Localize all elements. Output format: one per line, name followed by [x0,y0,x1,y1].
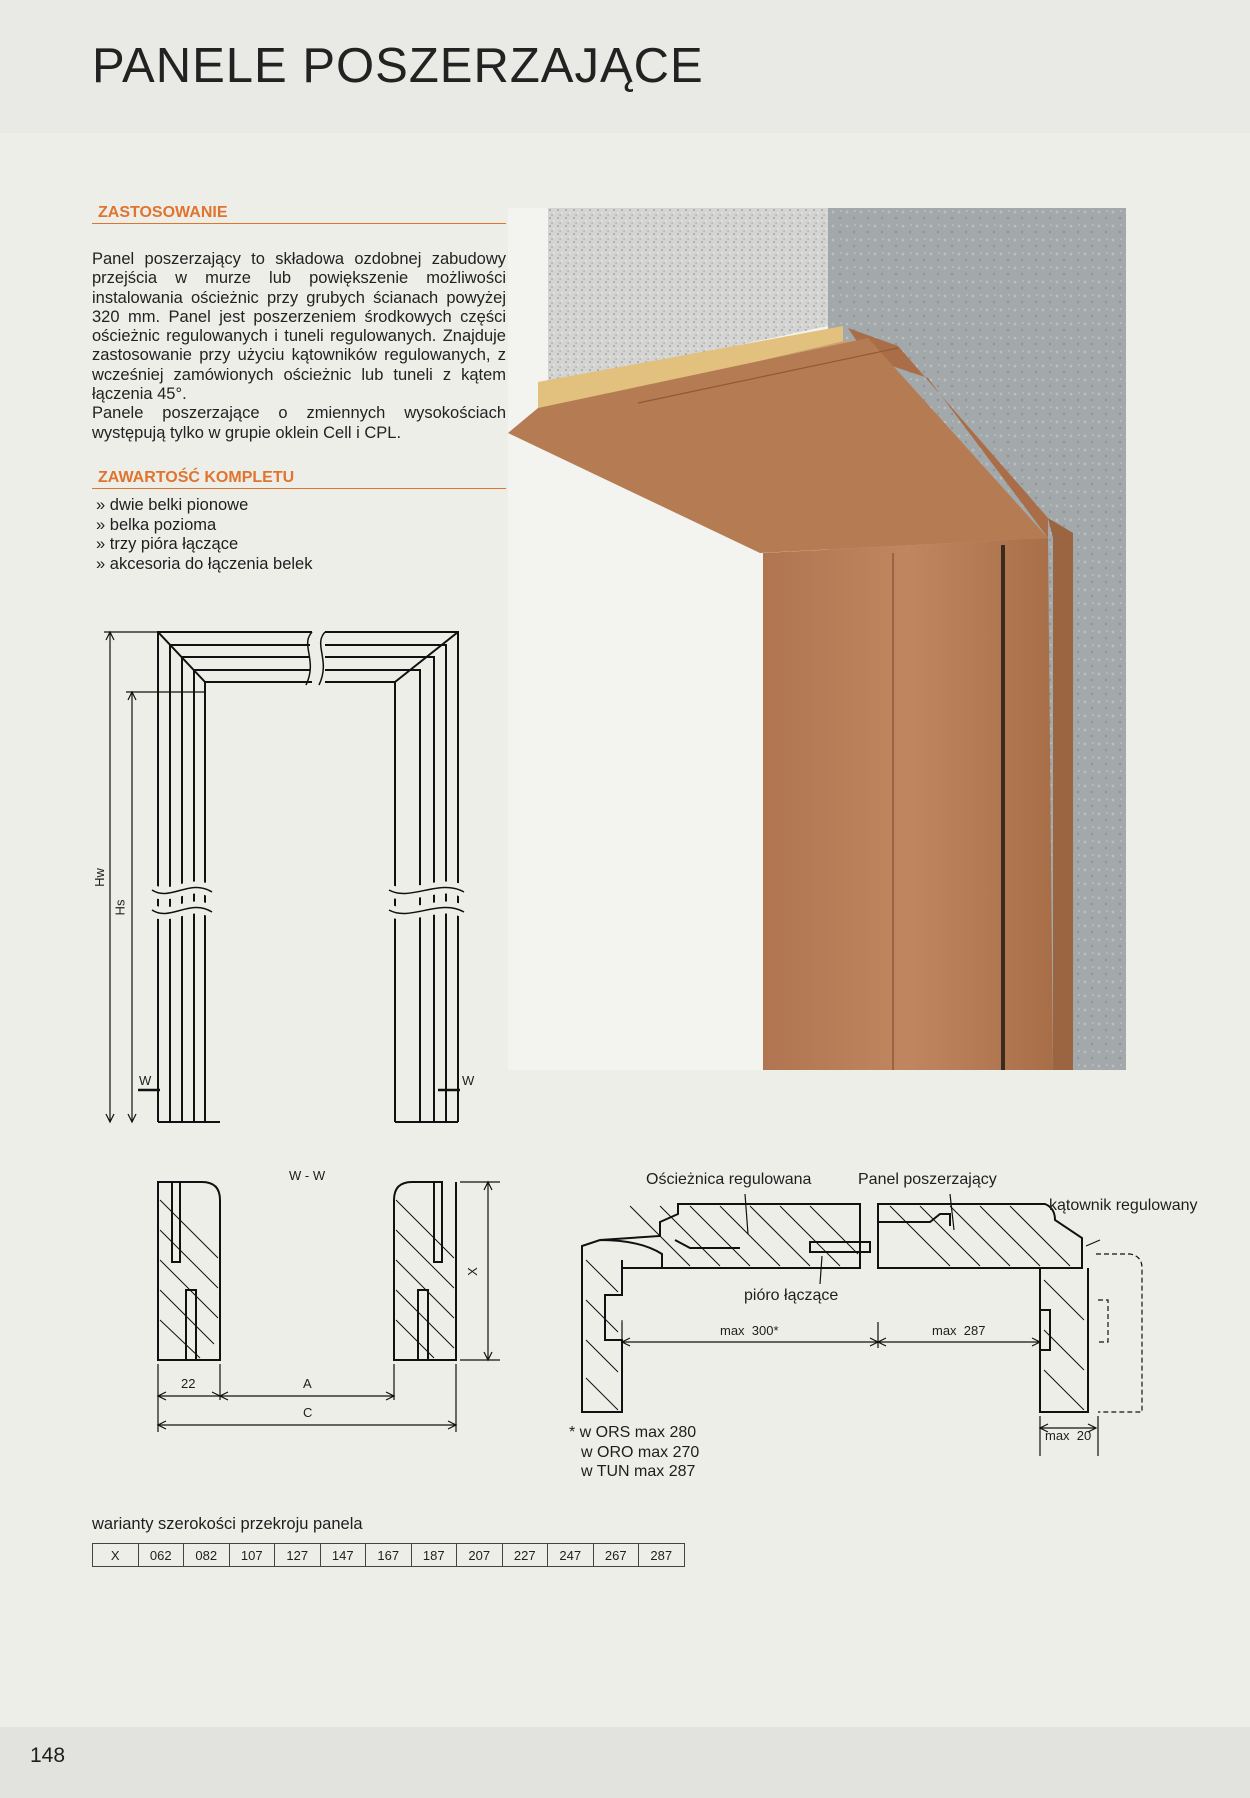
section-title: W - W [289,1168,326,1183]
page-number: 148 [30,1744,66,1767]
table-cell: 267 [593,1544,639,1567]
list-item: » trzy pióra łączące [96,535,312,555]
table-cell: 082 [184,1544,230,1567]
page-title: PANELE POSZERZAJĄCE [92,39,704,93]
footnote-line: w TUN max 287 [581,1463,696,1480]
assembly-section-drawing [582,1194,1142,1456]
label-panel: Panel poszerzający [858,1171,997,1188]
table-cell: 167 [366,1544,412,1567]
dim-x: X [464,1267,480,1276]
footnote [569,1423,699,1482]
dim-c: C [303,1405,313,1420]
dim-22: 22 [181,1376,196,1391]
footnote-line: * w ORS max 280 [569,1424,697,1441]
label-hw: Hw [91,868,107,887]
section-heading-zastosowanie: ZASTOSOWANIE [92,204,506,224]
section-heading-zawartosc: ZAWARTOŚĆ KOMPLETU [92,469,506,489]
table-header-cell: X [93,1544,139,1567]
dim-max287: max 287 [932,1323,986,1338]
dim-max300: max 300* [720,1323,779,1338]
dim-max20: max 20 [1045,1428,1092,1443]
table-cell: 187 [411,1544,457,1567]
table-cell: 107 [229,1544,275,1567]
footnote-line: w ORO max 270 [581,1443,700,1461]
label-w-left: W [139,1073,152,1088]
list-item: » dwie belki pionowe [96,496,312,516]
label-hs: Hs [112,899,128,916]
list-item: » akcesoria do łączenia belek [96,555,312,575]
table-cell: 287 [639,1544,685,1567]
label-oscieznica: Ościeżnica regulowana [646,1171,812,1188]
table-cell: 227 [502,1544,548,1567]
zastosowanie-paragraph-1: Panel poszerzający to składowa ozdobnej zabudowy przejścia w murze lub powiększenie możliwości instalowania ościeżnic przy grubych ścianach powyżej 320 mm. Panel jest poszerzeniem środkowych części ościeżnic regulowanych i tuneli regulowanych. Znajduje zastosowanie przy użyciu kątowników regulowanych, z wcześniej zamówionych ościeżnic lub tuneli z kątem łączenia 45°. [92,250,506,404]
table-cell: 147 [320,1544,366,1567]
frame-elevation-drawing [104,632,464,1122]
table-cell: 062 [138,1544,184,1567]
page-footer [0,1727,1250,1798]
zastosowanie-paragraph-2: Panele poszerzające o zmiennych wysokościach występują tylko w grupie oklein Cell i CPL. [92,404,506,442]
table-cell: 247 [548,1544,594,1567]
table-row [93,1544,685,1567]
dim-a: A [303,1376,312,1391]
section-ww-drawing [158,1182,500,1432]
label-w-right: W [462,1073,475,1088]
label-pioro: pióro łączące [744,1287,839,1304]
table-cell: 207 [457,1544,503,1567]
variants-table [92,1543,685,1567]
list-item: » belka pozioma [96,516,312,536]
variants-label: warianty szerokości przekroju panela [92,1515,363,1533]
table-cell: 127 [275,1544,321,1567]
label-katownik: kątownik regulowany [1049,1197,1198,1214]
